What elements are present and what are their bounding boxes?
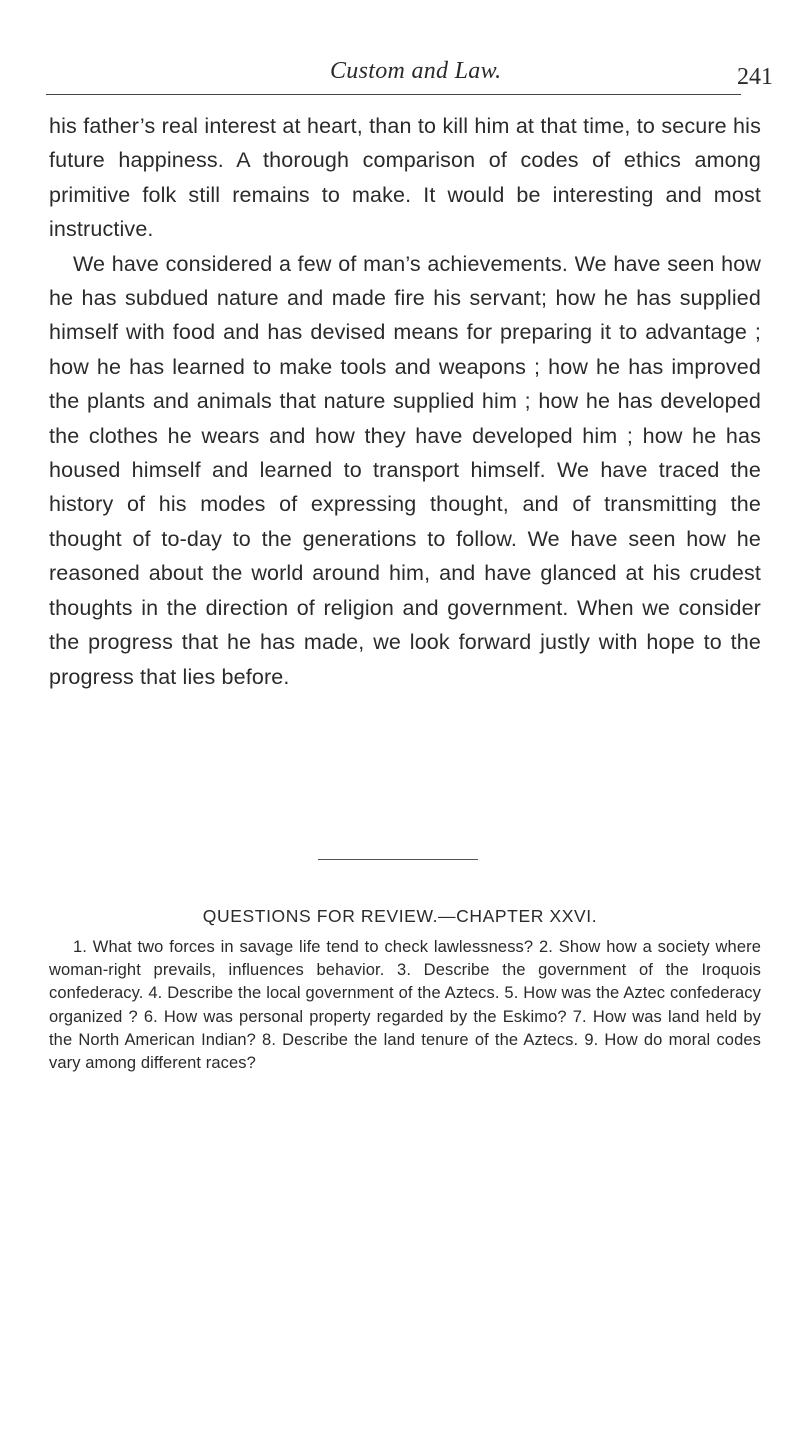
review-questions: 1. What two forces in savage life tend to check lawlessness? 2. Show how a society where woman-right prevails, influences behavior. 3. Describe the government of the Iroquois confederacy. 4. Describe the local government of the Aztecs. 5. How was the Aztec confederacy organized ? 6. How was personal property regarded by the Eskimo? 7. How was land held by the North American Indian? 8. Describe the land tenure of the Aztecs. 9. How do moral codes vary among different races? bbox=[49, 938, 761, 1073]
section-divider bbox=[318, 859, 478, 860]
questions-heading: QUESTIONS FOR REVIEW.—CHAPTER XXVI. bbox=[202, 906, 598, 926]
paragraph-achievements: We have considered a few of man’s achievements. We have seen how he has subdued nature and made fire his servant; how he has supplied himself with food and has devised means for preparing it to advantage ; how he has learned to make tools and weapons ; how he has improved the plants and animals that nature supplied him ; how he has developed the clothes he wears and how they have developed him ; how he has housed himself and learned to transport himself. We have traced the history of his modes of expressing thought, and of transmitting the thought of to-day to the generations to follow. We have seen how he reasoned about the world around him, and have glanced at his crudest thoughts in the direction of religion and government. When we consider the progress that he has made, we look forward justly with hope to the progress that lies before. bbox=[49, 251, 761, 689]
header-rule bbox=[46, 94, 741, 95]
page-number: 241 bbox=[737, 64, 773, 90]
paragraph-continued: his father’s real interest at heart, than to kill him at that time, to secure his future happiness. A thorough comparison of codes of ethics among primitive folk still remains to make. It would be interesting and most instructive. bbox=[49, 114, 761, 242]
body-text bbox=[49, 109, 761, 694]
running-title: Custom and Law. bbox=[330, 58, 502, 84]
